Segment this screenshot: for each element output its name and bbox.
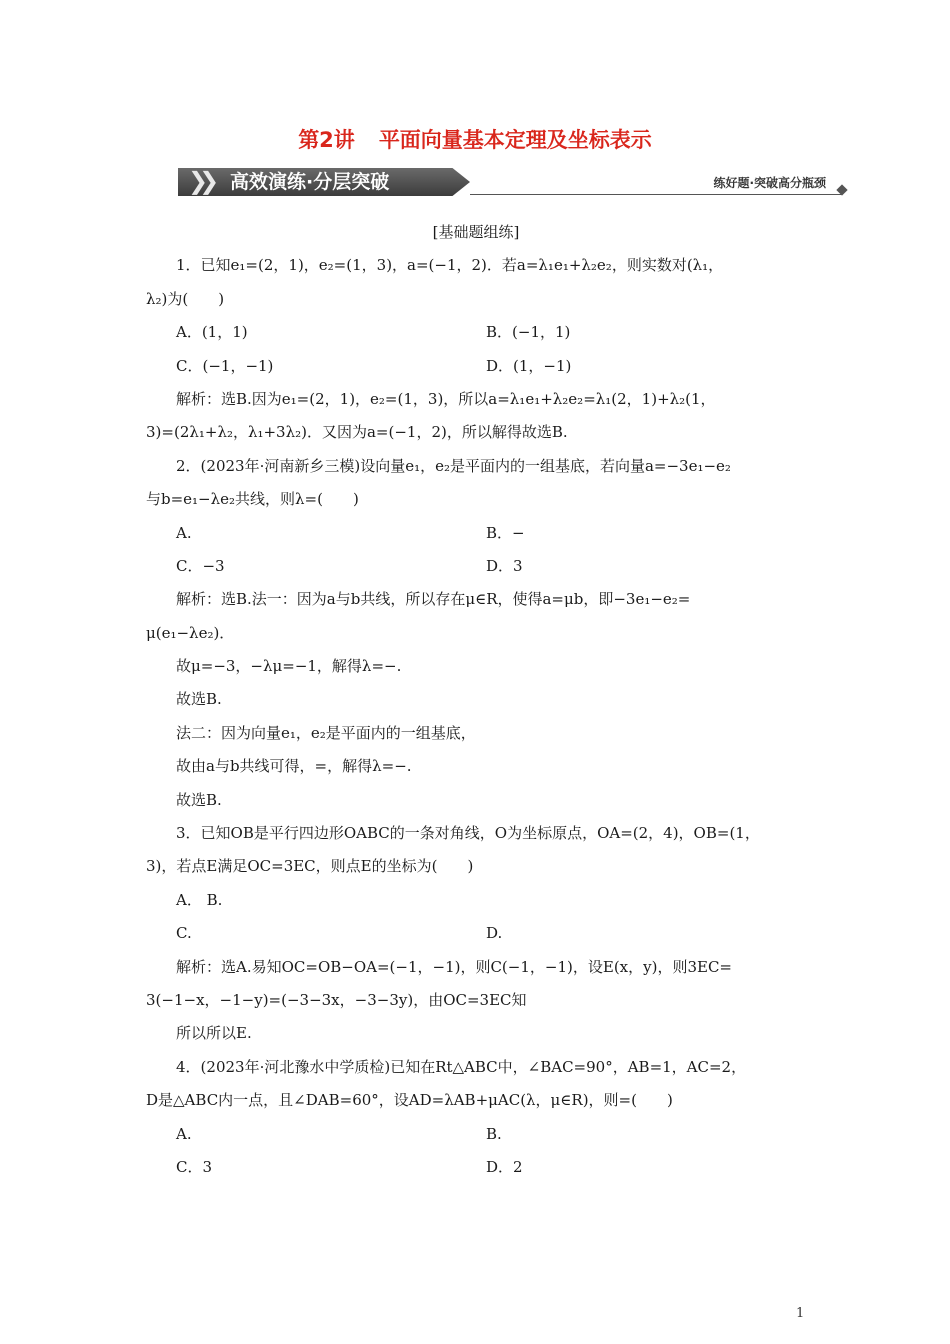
banner-slogan: 练好题·突破高分瓶颈	[713, 176, 826, 190]
option-c: C．−3	[176, 556, 225, 575]
lesson-number: 第2讲	[298, 128, 355, 152]
question-2-solution: 解析：选B.法一：因为a与b共线，所以存在μ∈R，使得a=μb，即−3e₁−e₂=	[176, 590, 691, 609]
option-b: B.	[486, 1124, 502, 1143]
option-d: D．(1，−1)	[486, 356, 572, 375]
question-4-stem-cont: D是△ABC内一点，且∠DAB=60°，设AD=λAB+μAC(λ，μ∈R)，则=( )	[146, 1091, 673, 1110]
question-2-options-ab	[146, 517, 806, 550]
option-a: A.	[176, 1124, 192, 1143]
question-3-options-ab	[146, 884, 806, 917]
question-2-solution-step: 故μ=−3，−λμ=−1，解得λ=−.	[176, 657, 402, 676]
option-a: A． B.	[176, 890, 223, 909]
question-2-answer: 故选B.	[176, 690, 222, 709]
page-number: 1	[796, 1306, 805, 1321]
question-3-stem: 3．已知OB是平行四边形OABC的一条对角线，O为坐标原点，OA=(2，4)，OB=(1，	[176, 824, 760, 843]
question-2-stem: 2．(2023年·河南新乡三模)设向量e₁，e₂是平面内的一组基底，若向量a=−3e₁−e₂	[176, 456, 731, 475]
section-heading: [基础题组练]	[432, 223, 520, 241]
question-1-solution: 解析：选B.因为e₁=(2，1)，e₂=(1，3)，所以a=λ₁e₁+λ₂e₂=λ₁(2，1)+λ₂(1，	[176, 389, 716, 408]
option-b: B．−	[486, 523, 525, 542]
question-3-solution: 解析：选A.易知OC=OB−OA=(−1，−1)，则C(−1，−1)，设E(x，y)，则3EC=	[176, 957, 732, 976]
question-2-stem-cont: 与b=e₁−λe₂共线，则λ=( )	[146, 490, 359, 509]
question-3-options-cd	[146, 917, 806, 950]
option-d: D.	[486, 924, 503, 943]
section-banner	[178, 166, 848, 198]
question-2-solution-cont: μ(e₁−λe₂)．	[146, 623, 235, 642]
question-3-solution-cont: 3(−1−x，−1−y)=(−3−3x，−3−3y)，由OC=3EC知	[146, 990, 527, 1009]
question-1-stem: 1．已知e₁=(2，1)，e₂=(1，3)，a=(−1，2)．若a=λ₁e₁+λ₂e₂，则实数对(λ₁，	[176, 256, 724, 275]
lesson-name: 平面向量基本定理及坐标表示	[378, 128, 652, 152]
question-4-options-cd	[146, 1151, 806, 1184]
question-2-method-2-step: 故由a与b共线可得，=，解得λ=−.	[176, 757, 412, 776]
document-body	[146, 216, 806, 1184]
question-2-options-cd	[146, 550, 806, 583]
question-1-solution-cont: 3)=(2λ₁+λ₂，λ₁+3λ₂)．又因为a=(−1，2)，所以解得故选B.	[146, 423, 568, 442]
banner-divider	[470, 194, 842, 195]
question-2-method-2: 法二：因为向量e₁，e₂是平面内的一组基底，	[176, 723, 476, 742]
option-d: D．3	[486, 556, 523, 575]
option-d: D．2	[486, 1157, 523, 1176]
option-a: A.	[176, 523, 192, 542]
double-chevron-icon: ❯❯	[188, 167, 211, 195]
option-a: A．(1，1)	[176, 323, 248, 342]
banner-title: 高效演练·分层突破	[230, 171, 390, 193]
option-c: C．(−1，−1)	[176, 356, 274, 375]
question-4-options-ab	[146, 1118, 806, 1151]
option-b: B．(−1，1)	[486, 323, 571, 342]
question-1-options-ab	[146, 316, 806, 349]
question-1-options-cd	[146, 350, 806, 383]
question-4-stem: 4．(2023年·河北豫水中学质检)已知在Rt△ABC中，∠BAC=90°，AB=1，AC=2，	[176, 1057, 747, 1076]
question-3-solution-end: 所以所以E.	[176, 1024, 252, 1043]
option-c: C．3	[176, 1157, 213, 1176]
question-3-stem-cont: 3)，若点E满足OC=3EC，则点E的坐标为( )	[146, 857, 474, 876]
question-2-answer-2: 故选B.	[176, 790, 222, 809]
page-title	[0, 124, 950, 154]
option-c: C.	[176, 924, 192, 943]
question-1-stem-cont: λ₂)为( )	[146, 289, 225, 308]
